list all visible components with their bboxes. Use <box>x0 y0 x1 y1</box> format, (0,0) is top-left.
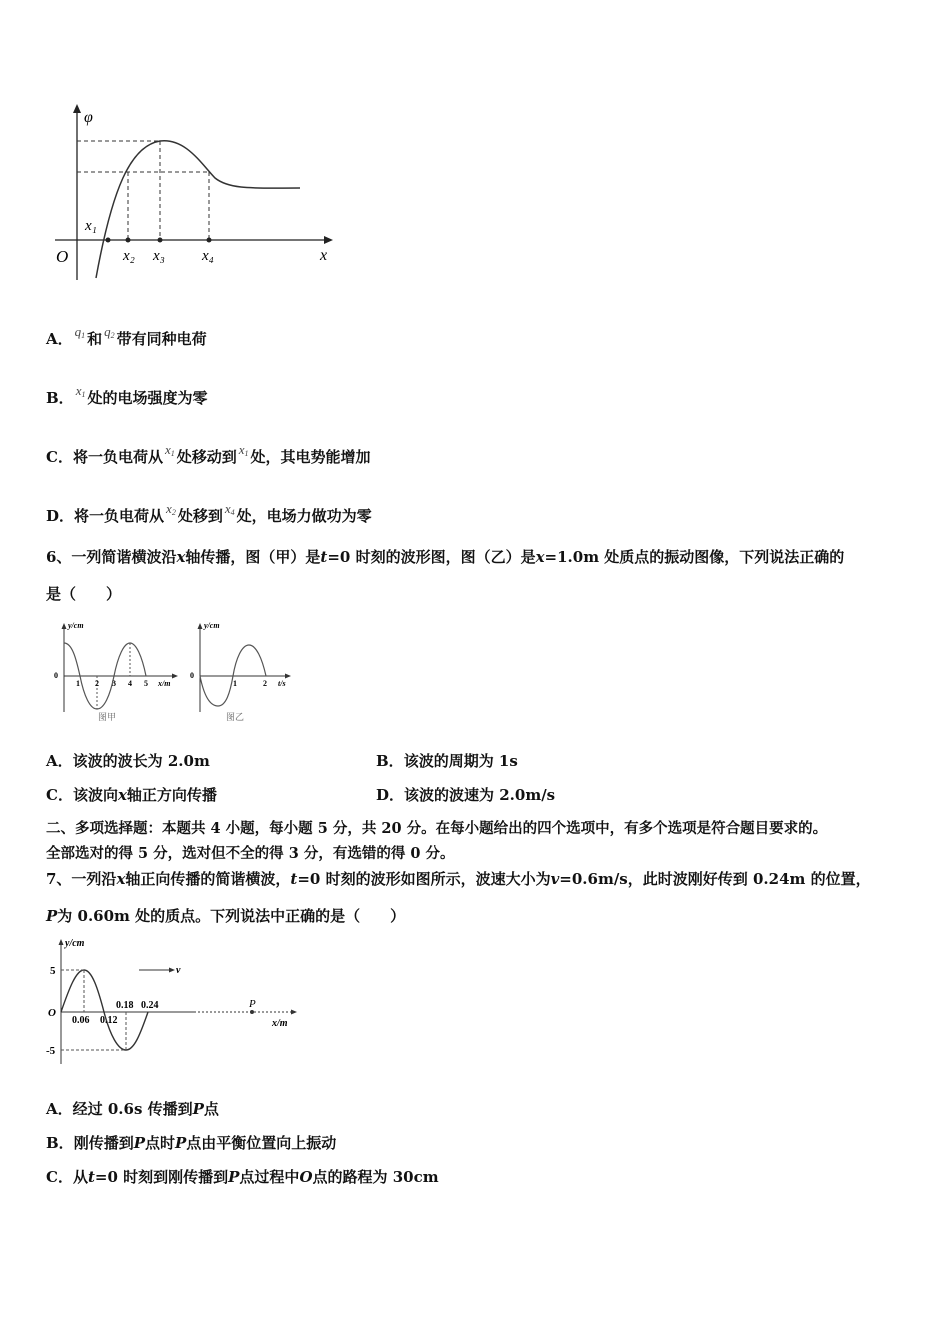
fig-a-zero: 0 <box>54 671 58 680</box>
q5-option-b[interactable]: B． $x_1$ 处的电场强度为零 <box>46 383 208 407</box>
fig-a-tick-4: 4 <box>128 679 132 688</box>
q7-option-a[interactable]: A．经过 0.6s 传播到P点 <box>46 1100 219 1118</box>
q6-option-c[interactable]: C．该波向x轴正方向传播 <box>46 786 217 804</box>
fig-a-tick-5: 5 <box>144 679 148 688</box>
q6-stem-line1: 6、一列简谐横波沿x轴传播，图（甲）是t=0 时刻的波形图，图（乙）是x=1.0m 处质点的振动图像，下列说法正确的 <box>46 548 845 566</box>
q5-option-d[interactable]: D．将一负电荷从 $x_2$ 处移到 $x_4$ 处，电场力做功为零 <box>46 501 372 525</box>
fig-b-tick-1: 1 <box>233 679 237 688</box>
q7-tick-012: 0.12 <box>100 1015 118 1026</box>
q7-xlabel: x/m <box>272 1018 288 1029</box>
q7-option-b[interactable]: B．刚传播到P点时P点由平衡位置向上振动 <box>46 1134 337 1152</box>
q6-option-d[interactable]: D．该波的波速为 2.0m/s <box>376 786 556 804</box>
q7-tick-006: 0.06 <box>72 1015 90 1026</box>
q7-option-c[interactable]: C．从t=0 时刻到刚传播到P点过程中O点的路程为 30cm <box>46 1168 439 1186</box>
q7-v-label: v <box>176 965 181 976</box>
q6-figure-a <box>50 618 185 726</box>
q6-option-b[interactable]: B．该波的周期为 1s <box>376 752 518 770</box>
fig-a-ylabel: y/cm <box>68 621 84 630</box>
section2-line1: 二、多项选择题：本题共 4 小题，每小题 5 分，共 20 分。在每小题给出的四个选项中，有多个选项是符合题目要求的。 <box>46 820 828 837</box>
q6-option-a[interactable]: A．该波的波长为 2.0m <box>46 752 210 770</box>
x2-label: x₂ <box>123 248 135 264</box>
fig-a-caption: 图甲 <box>98 712 117 722</box>
phi-axis-label: φ <box>84 109 93 126</box>
fig-a-tick-2: 2 <box>95 679 99 688</box>
section2-line2: 全部选对的得 5 分，选对但不全的得 3 分，有选错的得 0 分。 <box>46 845 455 862</box>
fig-a-tick-1: 1 <box>76 679 80 688</box>
q7-tick-018: 0.18 <box>116 1000 134 1011</box>
q7-origin: O <box>48 1007 56 1019</box>
q5-option-c[interactable]: C．将一负电荷从 $x_1$ 处移动到 $x_1$ 处，其电势能增加 <box>46 442 371 466</box>
q7-stem-line1: 7、一列沿x轴正向传播的简谐横波，t=0 时刻的波形如图所示，波速大小为v=0.6m/s，此时波刚好传到 0.24m 的位置， <box>46 870 871 888</box>
fig-b-zero: 0 <box>190 671 194 680</box>
q7-tick-024: 0.24 <box>141 1000 159 1011</box>
q7-p-label: P <box>249 998 256 1010</box>
q7-ylabel: y/cm <box>65 938 85 949</box>
q6-stem-line2: 是（ ） <box>46 585 122 603</box>
x3-label: x₃ <box>153 248 165 264</box>
fig-b-tick-2: 2 <box>263 679 267 688</box>
origin-label: O <box>56 247 69 266</box>
x1-label: x₁ <box>85 218 97 234</box>
q5-option-a[interactable]: A． $q_1$ 和 $q_2$ 带有同种电荷 <box>46 324 207 348</box>
q7-yneg5: -5 <box>46 1045 56 1057</box>
q6-figure-b <box>188 618 298 726</box>
fig-b-ylabel: y/cm <box>204 621 220 630</box>
q7-y5: 5 <box>50 965 56 977</box>
fig-a-xlabel: x/m <box>158 679 171 688</box>
fig-a-tick-3: 3 <box>112 679 116 688</box>
x-axis-label: x <box>320 247 328 264</box>
fig-b-xlabel: t/s <box>278 679 286 688</box>
x4-label: x₄ <box>202 248 214 264</box>
q7-stem-line2: P为 0.60m 处的质点。下列说法中正确的是（ ） <box>46 907 406 925</box>
fig-b-caption: 图乙 <box>226 712 245 722</box>
phi-x-graph <box>50 100 340 285</box>
q7-wave-figure <box>44 934 299 1069</box>
